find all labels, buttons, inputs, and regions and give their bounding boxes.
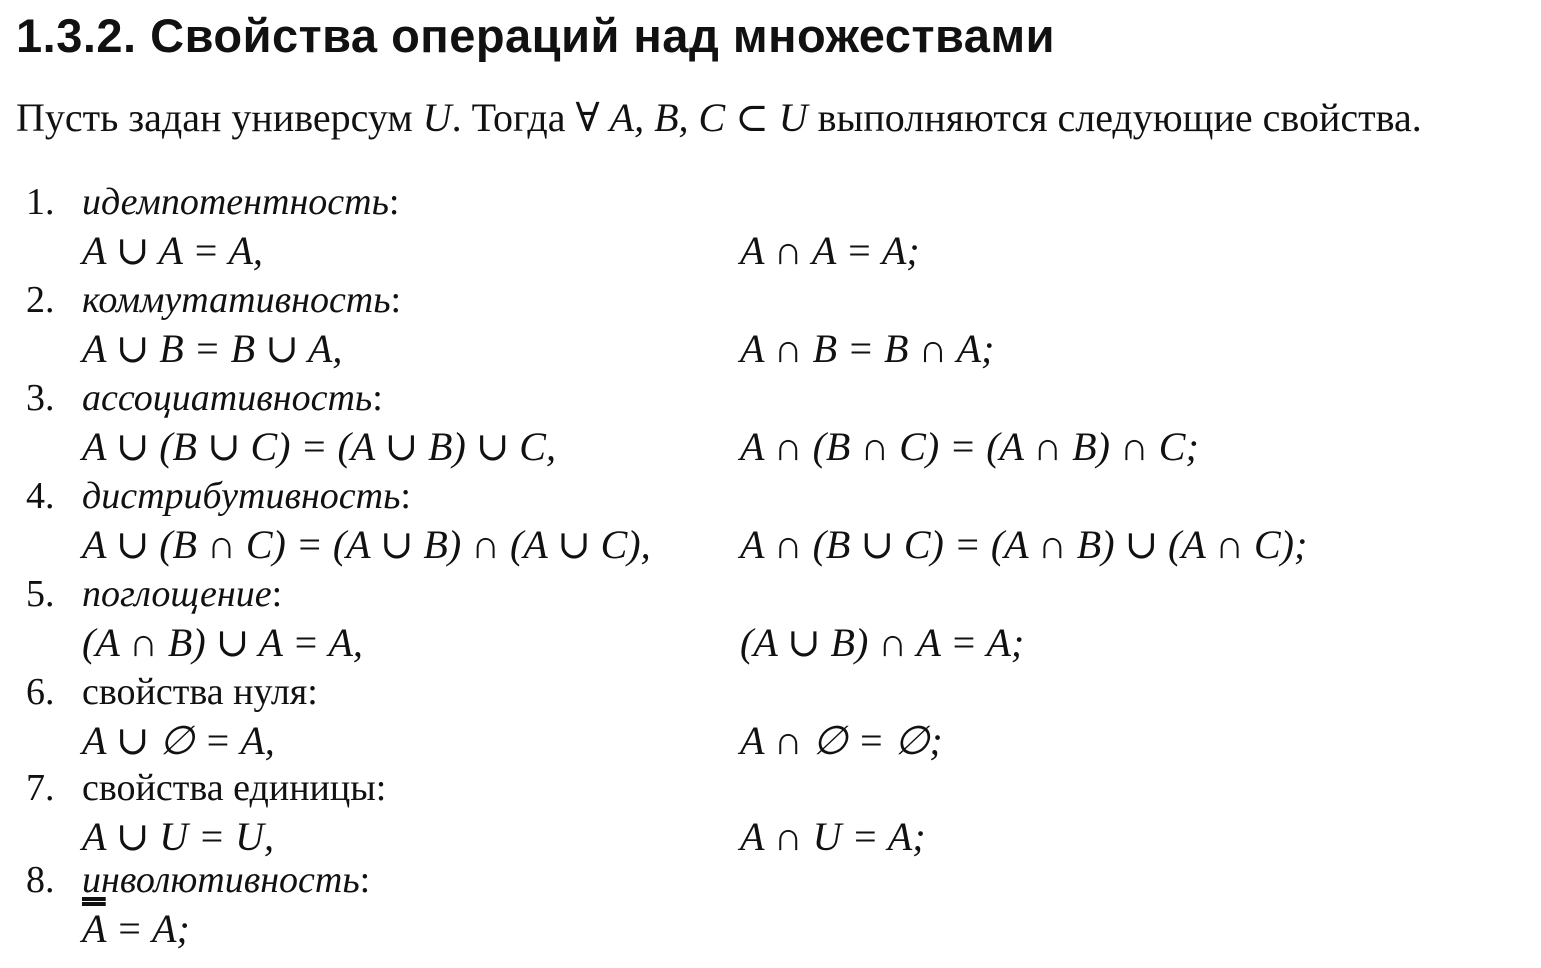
- property-item-absorption: [0, 572, 1541, 670]
- property-name: инволютивность:: [82, 859, 371, 901]
- property-name: поглощение:: [82, 573, 283, 615]
- property-number: 1.: [26, 181, 55, 223]
- double-complement-set: A: [82, 906, 106, 951]
- union-formula: A ∪ A = A,: [82, 228, 263, 273]
- union-formula: A ∪ U = U,: [82, 814, 274, 859]
- union-formula: A ∪ ∅ = A,: [82, 718, 275, 763]
- property-number: 3.: [26, 377, 55, 419]
- property-number: 7.: [26, 767, 55, 809]
- union-formula: (A ∩ B) ∪ A = A,: [82, 620, 363, 665]
- property-name: коммутативность:: [82, 279, 402, 321]
- property-name: ассоциативность:: [82, 377, 383, 419]
- intro-paragraph: [16, 94, 1422, 141]
- property-item-unit: [0, 766, 1541, 858]
- property-number: 2.: [26, 279, 55, 321]
- intersection-formula: A ∩ U = A;: [740, 814, 926, 859]
- section-heading: 1.3.2. Свойства операций над множествами: [16, 9, 1056, 62]
- intersection-formula: A ∩ A = A;: [740, 228, 920, 273]
- intersection-formula: A ∩ (B ∪ C) = (A ∩ B) ∪ (A ∩ C);: [740, 522, 1308, 567]
- property-item-zero: [0, 670, 1541, 766]
- property-item-associativity: [0, 376, 1541, 474]
- property-number: 5.: [26, 573, 55, 615]
- properties-list: [0, 180, 1541, 968]
- complement-formula: [82, 905, 190, 952]
- property-item-involution: [0, 858, 1541, 968]
- property-number: 6.: [26, 671, 55, 713]
- intro-universe-2: U: [778, 95, 808, 140]
- intersection-formula: A ∩ ∅ = ∅;: [740, 718, 943, 763]
- intro-text-before: Пусть задан универсум: [16, 95, 423, 140]
- intro-text-middle: . Тогда ∀: [451, 95, 610, 140]
- intro-sets: A, B, C: [609, 95, 726, 140]
- property-name: дистрибутивность:: [82, 475, 411, 517]
- property-name: свойства нуля:: [82, 671, 318, 713]
- property-number: 4.: [26, 475, 55, 517]
- intersection-formula: A ∩ B = B ∩ A;: [740, 326, 995, 371]
- intro-universe: U: [422, 95, 452, 140]
- intersection-formula: A ∩ (B ∩ C) = (A ∩ B) ∩ C;: [740, 424, 1199, 469]
- union-formula: A ∪ (B ∪ C) = (A ∪ B) ∪ C,: [82, 424, 556, 469]
- intro-subset-symbol: ⊂: [725, 95, 779, 140]
- property-item-distributivity: [0, 474, 1541, 572]
- property-number: 8.: [26, 859, 55, 901]
- intersection-formula: (A ∪ B) ∩ A = A;: [740, 620, 1025, 665]
- union-formula: A ∪ (B ∩ C) = (A ∪ B) ∩ (A ∪ C),: [82, 522, 651, 567]
- property-item-commutativity: [0, 278, 1541, 376]
- property-name: свойства единицы:: [82, 767, 387, 809]
- intro-text-after: выполняются следующие свойства.: [807, 95, 1422, 140]
- union-formula: A ∪ B = B ∪ A,: [82, 326, 343, 371]
- property-name: идемпотентность:: [82, 181, 400, 223]
- property-item-idempotence: [0, 180, 1541, 278]
- complement-formula-rest: = A;: [105, 906, 190, 951]
